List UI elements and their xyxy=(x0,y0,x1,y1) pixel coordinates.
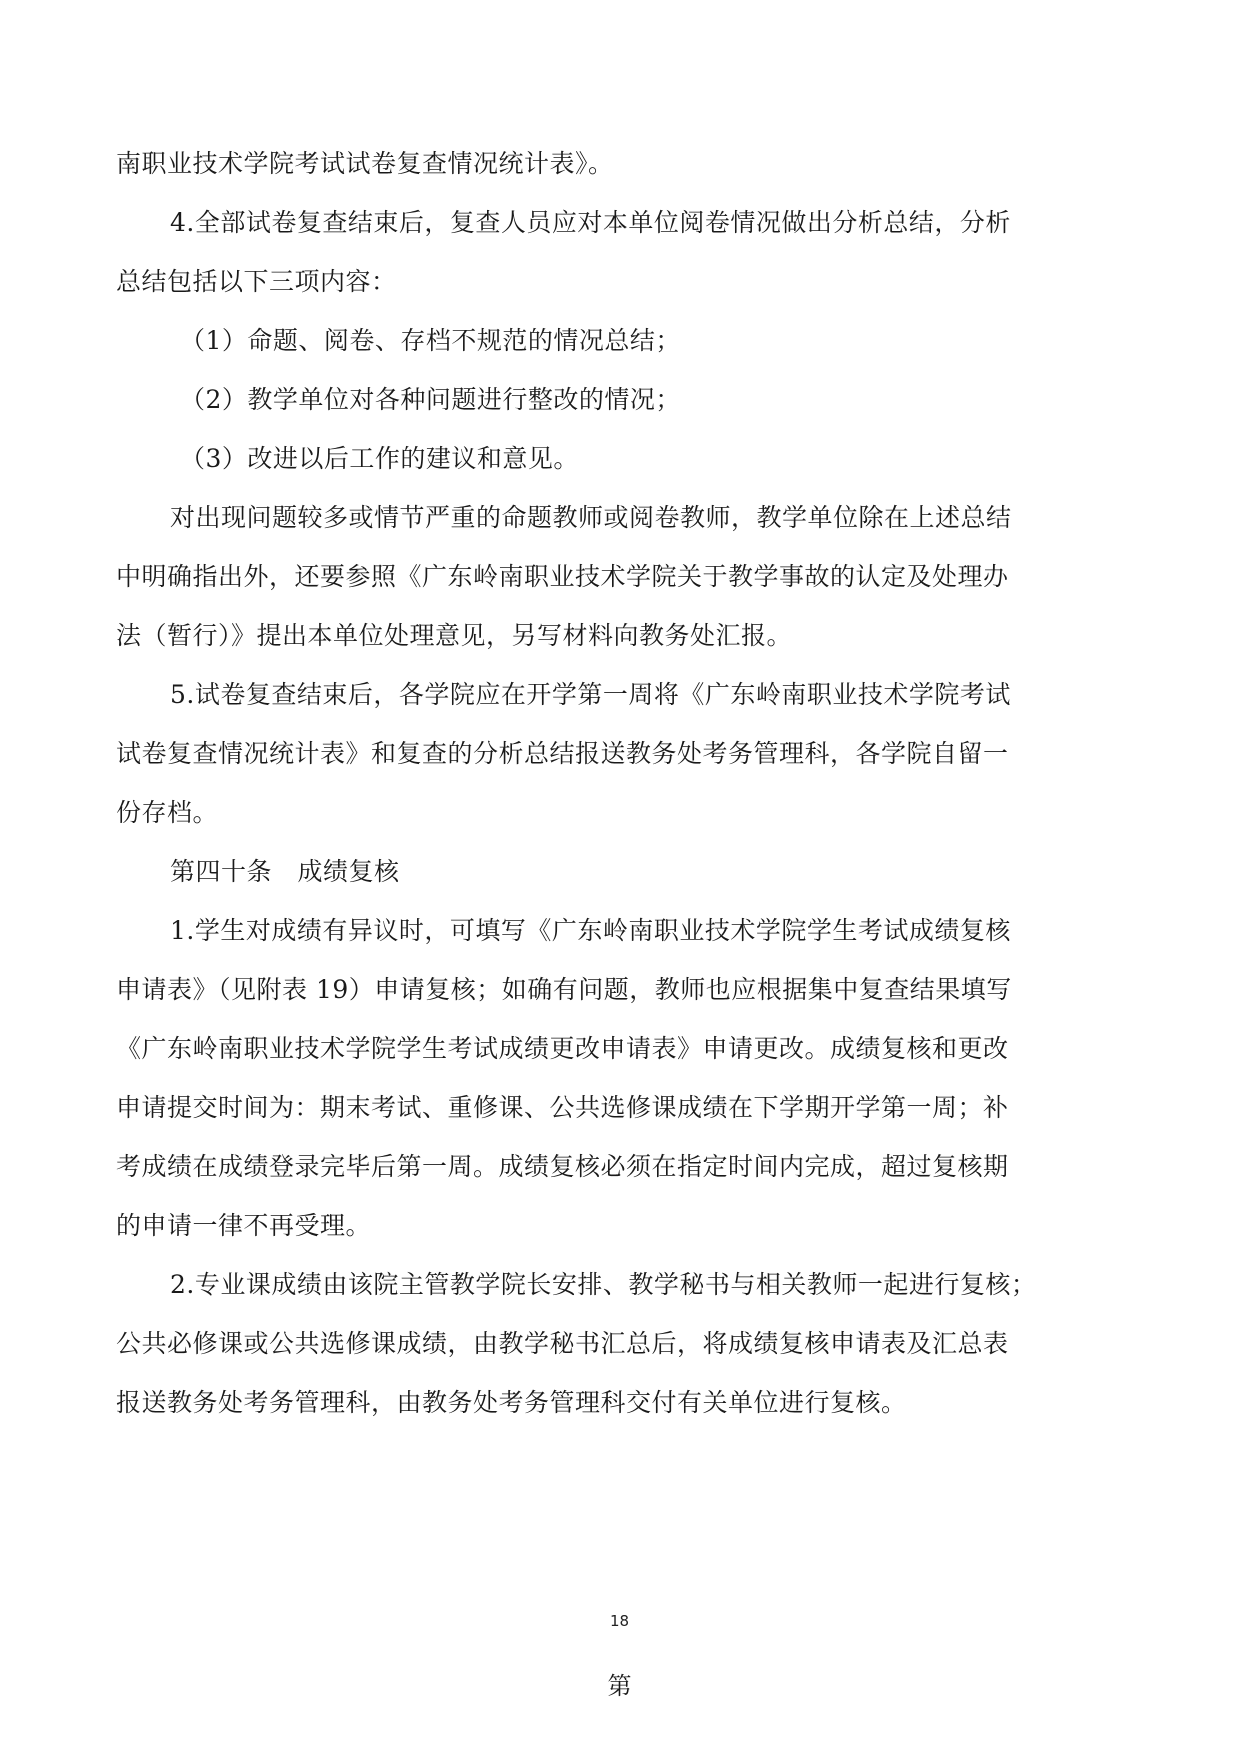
list-item: （1）命题、阅卷、存档不规范的情况总结； xyxy=(180,326,681,355)
paragraph-line: 南职业技术学院考试试卷复查情况统计表》。 xyxy=(116,149,614,178)
list-item: （2）教学单位对各种问题进行整改的情况； xyxy=(180,385,681,414)
page-number: 18 xyxy=(609,1612,630,1630)
paragraph-line: 公共必修课或公共选修课成绩，由教学秘书汇总后，将成绩复核申请表及汇总表 xyxy=(116,1329,1009,1358)
paragraph-line: 中明确指出外，还要参照《广东岭南职业技术学院关于教学事故的认定及处理办 xyxy=(116,562,1009,591)
paragraph-line: 对出现问题较多或情节严重的命题教师或阅卷教师，教学单位除在上述总结 xyxy=(170,503,1012,532)
paragraph-line: 的申请一律不再受理。 xyxy=(116,1211,372,1240)
paragraph-line: 总结包括以下三项内容： xyxy=(116,267,397,296)
article-heading: 第四十条 成绩复核 xyxy=(170,857,400,886)
paragraph-line: 法（暂行）》提出本单位处理意见，另写材料向教务处汇报。 xyxy=(116,621,793,650)
paragraph-line: 报送教务处考务管理科，由教务处考务管理科交付有关单位进行复核。 xyxy=(116,1388,907,1417)
paragraph-line: 试卷复查情况统计表》和复查的分析总结报送教务处考务管理科，各学院自留一 xyxy=(116,739,1009,768)
paragraph-line: 考成绩在成绩登录完毕后第一周。成绩复核必须在指定时间内完成，超过复核期 xyxy=(116,1152,1009,1181)
paragraph-line: 《广东岭南职业技术学院学生考试成绩更改申请表》申请更改。成绩复核和更改 xyxy=(116,1034,1009,1063)
paragraph-line: 份存档。 xyxy=(116,798,219,827)
footer-text: 第 xyxy=(607,1672,632,1700)
paragraph-line: 1.学生对成绩有异议时，可填写《广东岭南职业技术学院学生考试成绩复核 xyxy=(170,916,1011,945)
list-item: （3）改进以后工作的建议和意见。 xyxy=(180,444,579,473)
paragraph-line: 5.试卷复查结束后，各学院应在开学第一周将《广东岭南职业技术学院考试 xyxy=(170,680,1011,709)
paragraph-line: 申请提交时间为：期末考试、重修课、公共选修课成绩在下学期开学第一周；补 xyxy=(116,1093,1009,1122)
paragraph-line: 2.专业课成绩由该院主管教学院长安排、教学秘书与相关教师一起进行复核； xyxy=(170,1270,1037,1299)
paragraph-line: 申请表》（见附表 19）申请复核；如确有问题，教师也应根据集中复查结果填写 xyxy=(116,975,1012,1004)
paragraph-line: 4.全部试卷复查结束后，复查人员应对本单位阅卷情况做出分析总结，分析 xyxy=(170,208,1011,237)
